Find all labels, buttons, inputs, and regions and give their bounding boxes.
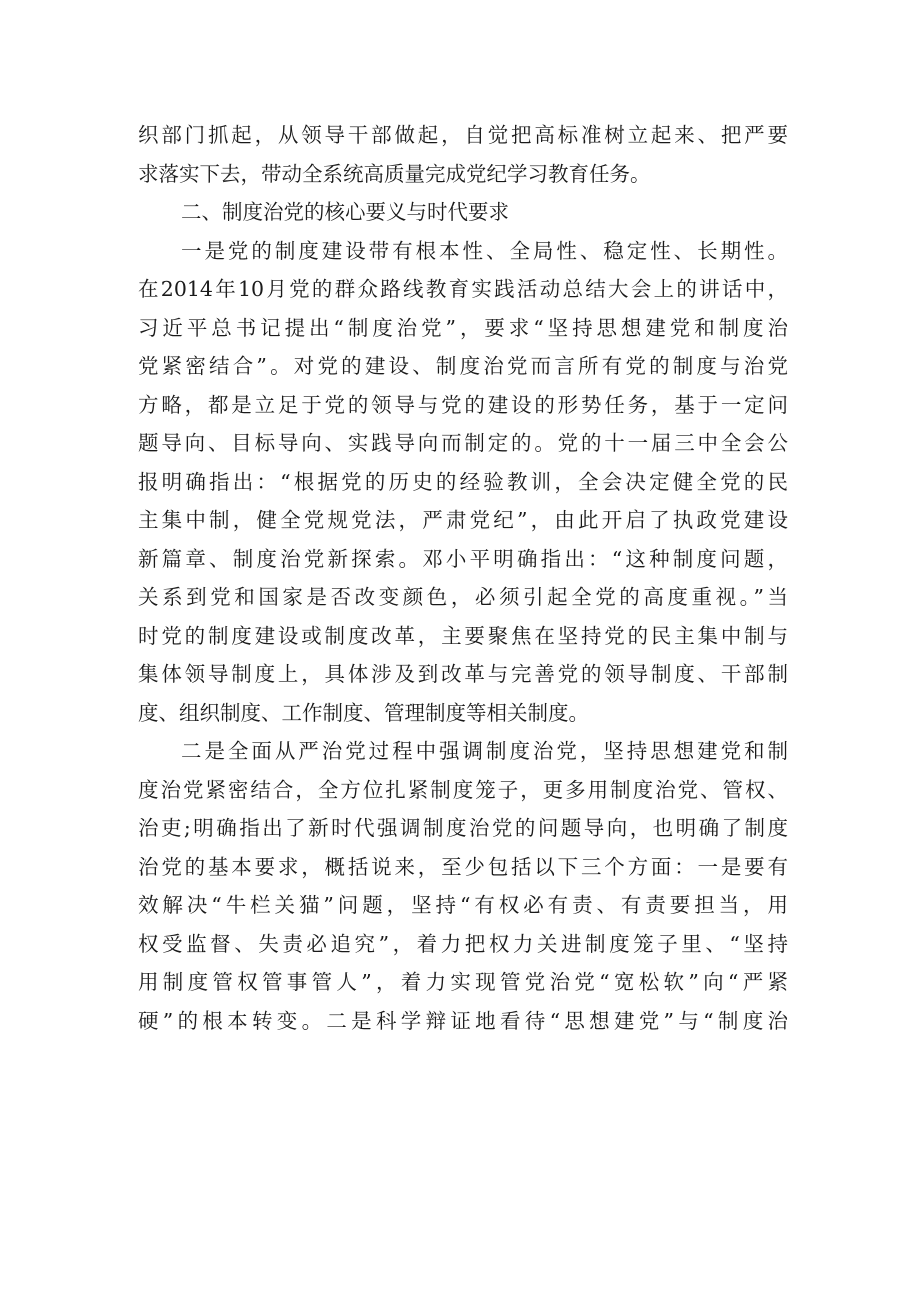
- text-line: 权受监督、失责必追究”，着力把权力关进制度笼子里、“坚持: [138, 931, 788, 956]
- text-line: 度治党紧密结合，全方位扎紧制度笼子，更多用制度治党、管权、: [138, 777, 788, 802]
- text-line: 时党的制度建设或制度改革，主要聚焦在坚持党的民主集中制与: [138, 623, 788, 648]
- text-line: 新篇章、制度治党新探索。邓小平明确指出：“这种制度问题，: [138, 546, 788, 571]
- text-line: 一是党的制度建设带有根本性、全局性、稳定性、长期性。: [181, 238, 788, 263]
- text-line: 关系到党和国家是否改变颜色，必须引起全党的高度重视。”当: [138, 585, 788, 609]
- text-line: 集体领导制度上，具体涉及到改革与完善党的领导制度、干部制: [138, 662, 788, 686]
- text-line: 度、组织制度、工作制度、管理制度等相关制度。: [138, 700, 589, 725]
- text-line: 方略，都是立足于党的领导与党的建设的形势任务，基于一定问: [138, 392, 788, 417]
- text-line: 治党的基本要求，概括说来，至少包括以下三个方面：一是要有: [138, 854, 788, 879]
- text-line: 用制度管权管事管人”，着力实现管党治党“宽松软”向“严紧: [138, 970, 788, 994]
- section-heading: 二、制度治党的核心要义与时代要求: [181, 200, 509, 224]
- text-line: 二是全面从严治党过程中强调制度治党，坚持思想建党和制: [181, 739, 788, 763]
- text-line: 织部门抓起，从领导干部做起，自觉把高标准树立起来、把严要: [138, 123, 788, 147]
- document-body: [138, 116, 788, 1040]
- text-line: 在2014年10月党的群众路线教育实践活动总结大会上的讲话中，: [138, 277, 788, 301]
- text-line: 治吏;明确指出了新时代强调制度治党的问题导向，也明确了制度: [138, 816, 788, 840]
- text-line: 报明确指出：“根据党的历史的经验教训，全会决定健全党的民: [138, 469, 788, 494]
- text-line: 主集中制，健全党规党法，严肃党纪”，由此开启了执政党建设: [138, 508, 788, 532]
- text-line: 习近平总书记提出“制度治党”，要求“坚持思想建党和制度治: [138, 315, 788, 340]
- text-line: 效解决“牛栏关猫”问题，坚持“有权必有责、有责要担当，用: [138, 893, 788, 917]
- text-line: 题导向、目标导向、实践导向而制定的。党的十一届三中全会公: [138, 431, 788, 455]
- text-line: 硬”的根本转变。二是科学辩证地看待“思想建党”与“制度治: [138, 1008, 788, 1033]
- text-line: 党紧密结合”。对党的建设、制度治党而言所有党的制度与治党: [138, 354, 788, 378]
- text-line: 求落实下去，带动全系统高质量完成党纪学习教育任务。: [138, 161, 651, 186]
